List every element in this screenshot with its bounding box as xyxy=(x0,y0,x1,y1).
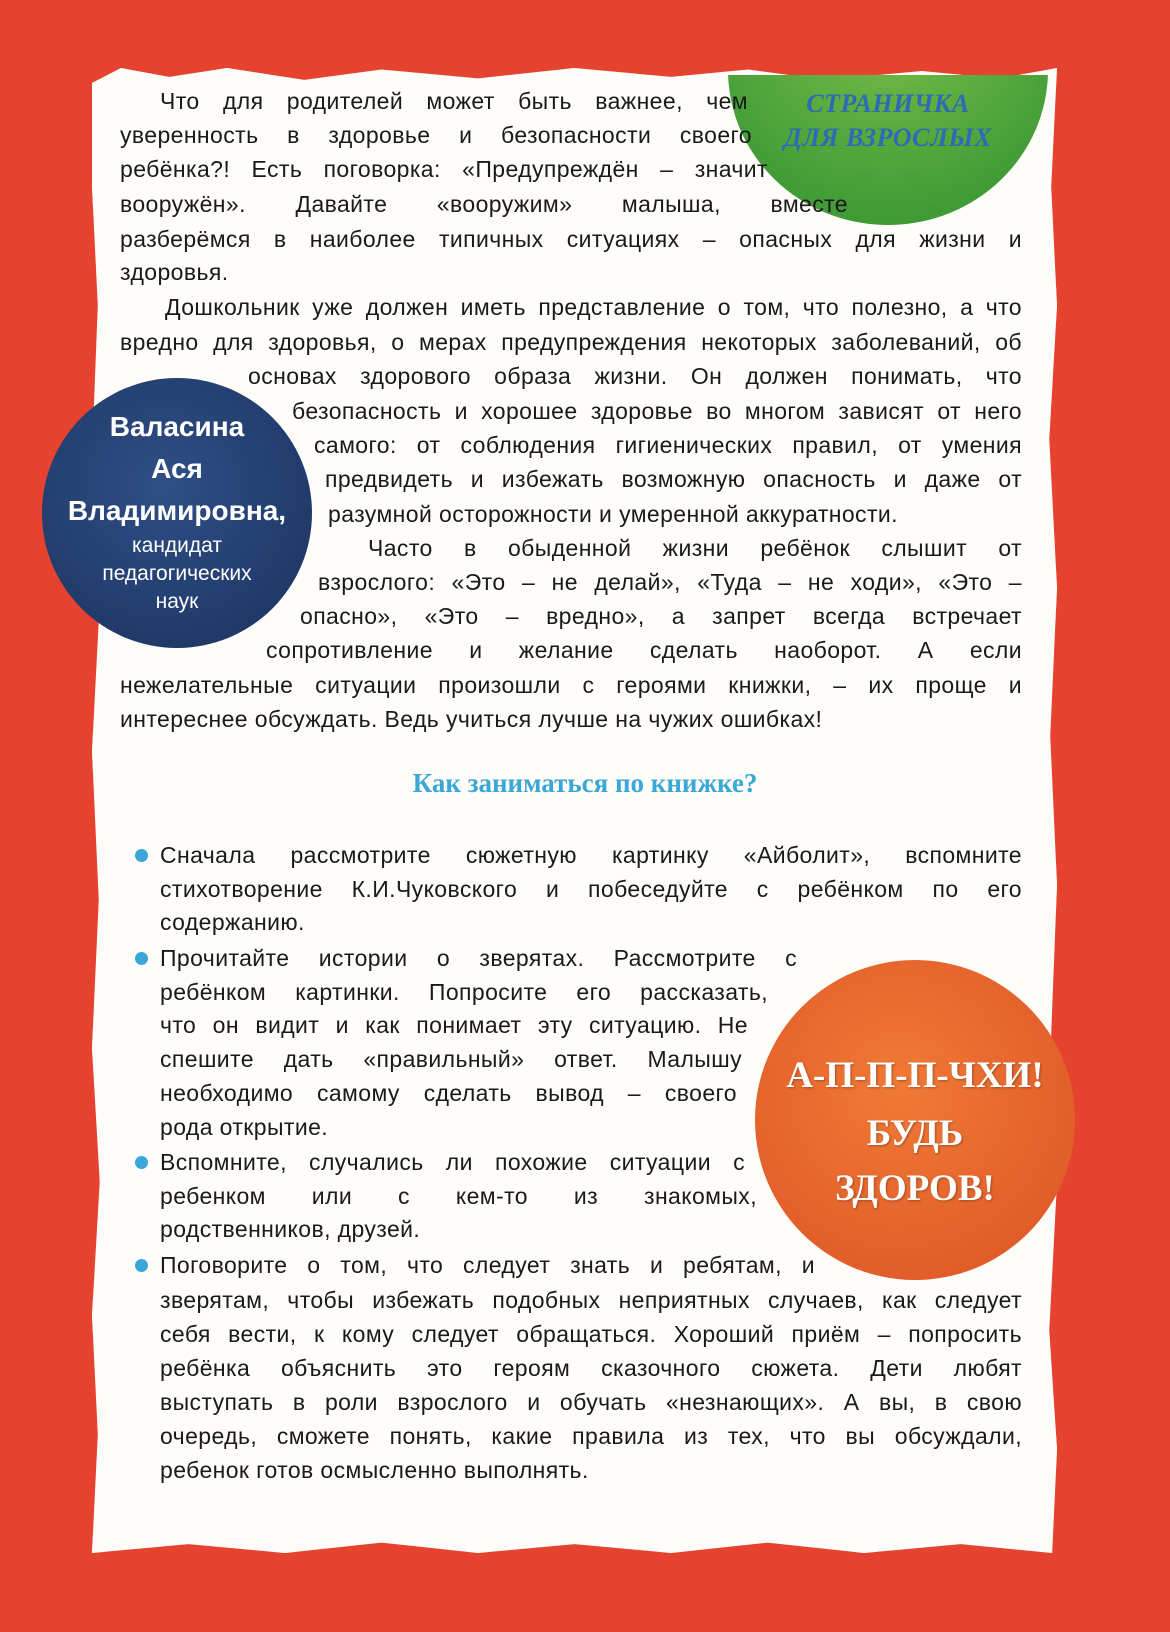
bullet-line: спешите дать «правильный» ответ. Малышу xyxy=(160,1046,742,1072)
badge-bottom-line2: БУДЬ xyxy=(866,1113,964,1154)
bullet-line: стихотворение К.И.Чуковского и побеседуйте с ребёнком по его xyxy=(160,876,1022,902)
bullet-line: рода открытие. xyxy=(160,1114,329,1140)
paragraph-line: предвидеть и избежать возможную опасность и даже от xyxy=(325,466,1022,492)
badge-bottom-line1: А-П-П-П-ЧХИ! xyxy=(786,1055,1044,1096)
paragraph-line: Часто в обыденной жизни ребёнок слышит от xyxy=(368,535,1022,561)
bullet-line: Сначала рассмотрите сюжетную картинку «Айболит», вспомните xyxy=(160,842,1022,868)
paragraph-line: разберёмся в наиболее типичных ситуациях – опасных для жизни и xyxy=(120,226,1022,252)
paragraph-line: Дошкольник уже должен иметь представление о том, что полезно, а что xyxy=(165,294,1022,320)
badge-top-line1: СТРАНИЧКА xyxy=(806,89,970,118)
author-degree-1: кандидат xyxy=(132,534,222,557)
bullet-line: содержанию. xyxy=(160,909,305,935)
bullet-line: что он видит и как понимает эту ситуацию. Не xyxy=(160,1012,748,1038)
bullet-line: необходимо самому сделать вывод – своего xyxy=(160,1080,737,1106)
bullet-icon xyxy=(135,1156,148,1169)
bullet-line: Вспомните, случались ли похожие ситуации с xyxy=(160,1149,745,1175)
paragraph-line: разумной осторожности и умеренной аккуратности. xyxy=(328,501,898,527)
bullet-line: выступать в роли взрослого и обучать «незнающих». А вы, в свою xyxy=(160,1389,1022,1415)
author-name: Ася xyxy=(151,453,203,484)
author-degree-2: педагогических xyxy=(102,562,252,585)
paragraph-line: безопасность и хорошее здоровье во многом зависят от него xyxy=(292,398,1022,424)
paragraph-line: ребёнка?! Есть поговорка: «Предупреждён – значит xyxy=(120,156,768,182)
paragraph-line: вооружён». Давайте «вооружим» малыша, вместе xyxy=(120,191,848,217)
bullet-line: ребёнка объяснить это героям сказочного сюжета. Дети любят xyxy=(160,1355,1022,1381)
bullet-line: ребенком или с кем-то из знакомых, xyxy=(160,1183,757,1209)
paragraph-line: нежелательные ситуации произошли с героями книжки, – их проще и xyxy=(120,672,1022,698)
paragraph-line: интереснее обсуждать. Ведь учиться лучше на чужих ошибках! xyxy=(120,706,823,732)
paragraph-line: уверенность в здоровье и безопасности своего xyxy=(120,122,752,148)
paragraph-line: взрослого: «Это – не делай», «Туда – не ходи», «Это – xyxy=(318,569,1022,595)
bullet-line: родственников, друзей. xyxy=(160,1216,421,1242)
author-degree-3: наук xyxy=(155,590,199,613)
paragraph-line: здоровья. xyxy=(120,259,229,285)
bullet-icon xyxy=(135,849,148,862)
author-patronymic: Владимировна, xyxy=(67,495,287,526)
bullet-icon xyxy=(135,952,148,965)
paragraph-line: сопротивление и желание сделать наоборот. А если xyxy=(266,637,1022,663)
author-surname: Валасина xyxy=(109,411,245,442)
paragraph-line: Что для родителей может быть важнее, чем xyxy=(160,88,748,114)
paragraph-line: опасно», «Это – вредно», а запрет всегда встречает xyxy=(300,603,1022,629)
bullet-line: себя вести, к кому следует обращаться. Хороший приём – попросить xyxy=(160,1321,1022,1347)
bullet-line: зверятам, чтобы избежать подобных неприятных случаев, как следует xyxy=(160,1287,1022,1313)
paragraph-line: основах здорового образа жизни. Он должен понимать, что xyxy=(248,363,1022,389)
bullet-line: ребёнком картинки. Попросите его рассказать, xyxy=(160,979,768,1005)
paragraph-line: вредно для здоровья, о мерах предупреждения некоторых заболеваний, об xyxy=(120,329,1022,355)
bullet-line: Прочитайте истории о зверятах. Рассмотрите с xyxy=(160,945,797,971)
bullet-icon xyxy=(135,1259,148,1272)
badge-bottom-line3: ЗДОРОВ! xyxy=(835,1168,995,1209)
bullet-line: очередь, сможете понять, какие правила из тех, что вы обсуждали, xyxy=(160,1423,1022,1449)
bullet-line: ребенок готов осмысленно выполнять. xyxy=(160,1457,589,1483)
badge-top-line2: ДЛЯ ВЗРОСЛЫХ xyxy=(783,123,993,152)
paragraph-line: самого: от соблюдения гигиенических правил, от умения xyxy=(314,432,1022,458)
section-heading: Как заниматься по книжке? xyxy=(412,768,758,798)
bullet-line: Поговорите о том, что следует знать и ребятам, и xyxy=(160,1252,815,1278)
author-badge xyxy=(42,378,312,648)
